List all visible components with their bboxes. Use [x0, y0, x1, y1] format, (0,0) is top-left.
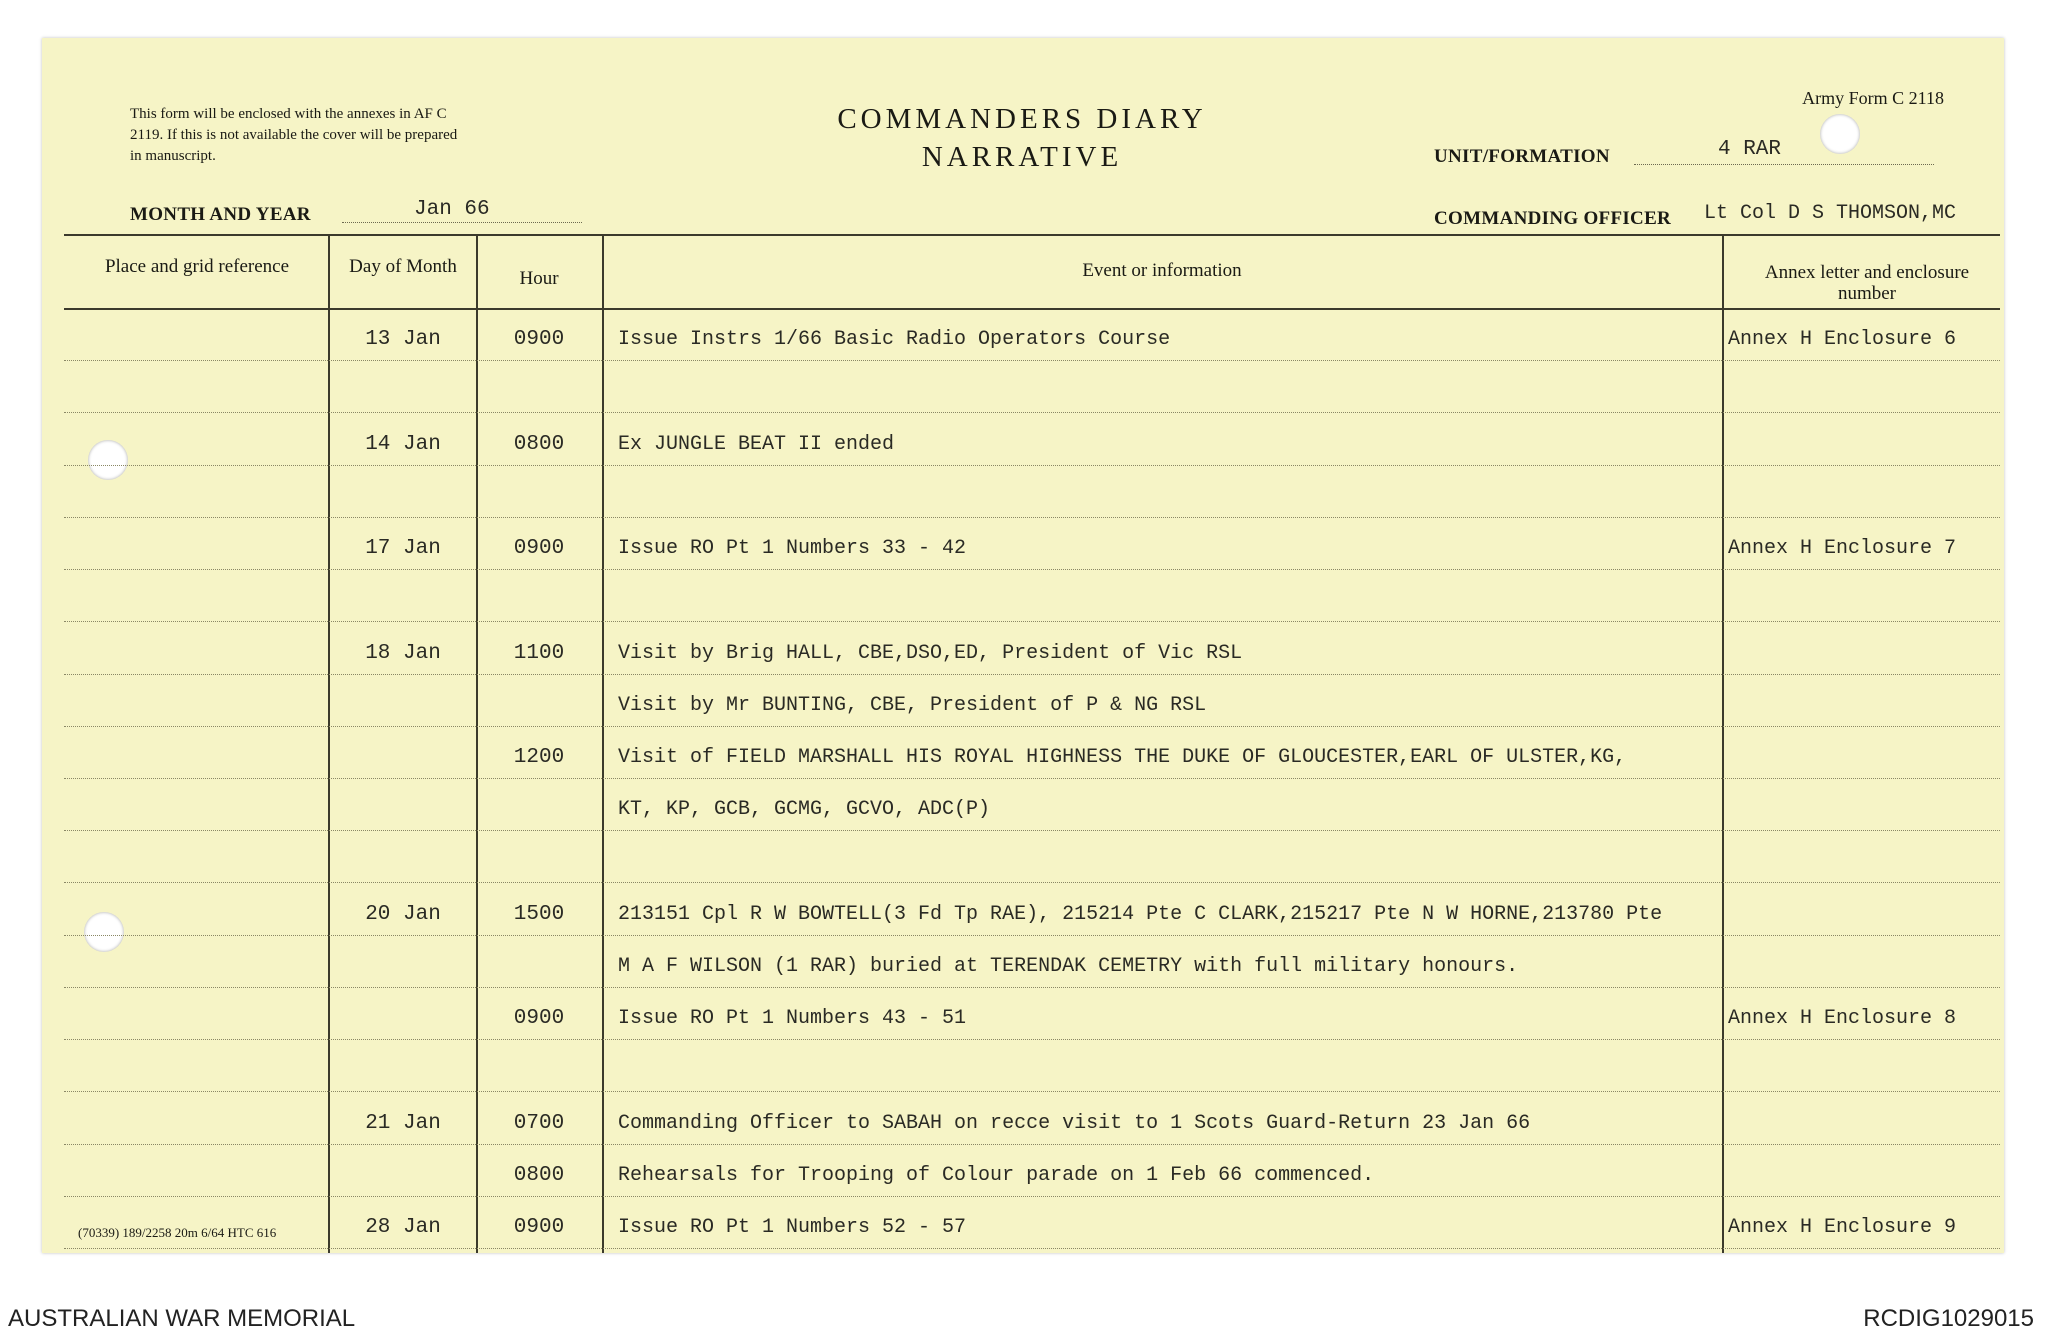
- row-ruling: [64, 1039, 2000, 1040]
- row-day: 28 Jan: [365, 1216, 441, 1239]
- row-day: 17 Jan: [365, 537, 441, 561]
- commanding-officer-label: COMMANDING OFFICER: [1434, 208, 1672, 229]
- header-hour: Hour: [519, 268, 559, 289]
- row-ruling: [64, 674, 2000, 675]
- row-event: KT, KP, GCB, GCMG, GCVO, ADC(P): [618, 798, 991, 822]
- row-ruling: [64, 517, 2000, 518]
- form-title-line1: COMMANDERS DIARY: [837, 103, 1207, 135]
- row-ruling: [64, 1248, 2000, 1249]
- header-day-of-month: Day of Month: [349, 256, 457, 277]
- row-day: 18 Jan: [365, 641, 441, 665]
- row-event: Ex JUNGLE BEAT II ended: [618, 432, 895, 456]
- row-event: Visit by Mr BUNTING, CBE, President of P & NG RSL: [618, 693, 1207, 717]
- row-hour: 0900: [513, 537, 565, 561]
- row-event: Issue RO Pt 1 Numbers 33 - 42: [618, 537, 967, 561]
- column-divider: [476, 234, 478, 1253]
- form-title-line2: NARRATIVE: [921, 141, 1123, 173]
- header-event-information: Event or information: [1082, 260, 1242, 281]
- month-year-value: Jan 66: [414, 198, 490, 221]
- row-day: 14 Jan: [365, 432, 441, 456]
- header-place-grid: Place and grid reference: [104, 256, 290, 277]
- unit-formation-value: 4 RAR: [1718, 138, 1782, 161]
- punch-hole: [1820, 114, 1860, 154]
- row-event: Issue RO Pt 1 Numbers 52 - 57: [618, 1216, 967, 1239]
- row-event: Visit by Brig HALL, CBE,DSO,ED, President of Vic RSL: [618, 641, 1243, 665]
- diary-form-sheet: [42, 38, 2004, 1253]
- table-header-rule: [64, 308, 2000, 310]
- unit-formation-label: UNIT/FORMATION: [1434, 146, 1610, 167]
- row-hour: 1500: [513, 902, 565, 926]
- punch-hole: [88, 440, 128, 480]
- month-year-label: MONTH AND YEAR: [130, 204, 311, 225]
- commanding-officer-value: Lt Col D S THOMSON,MC: [1704, 202, 1957, 225]
- row-ruling: [64, 987, 2000, 988]
- row-event: Commanding Officer to SABAH on recce visit to 1 Scots Guard-Return 23 Jan 66: [618, 1111, 1531, 1135]
- row-hour: 1200: [513, 746, 565, 769]
- row-ruling: [64, 569, 2000, 570]
- row-ruling: [64, 360, 2000, 361]
- row-ruling: [64, 621, 2000, 622]
- row-ruling: [64, 1144, 2000, 1145]
- row-annex: Annex H Enclosure 7: [1728, 537, 1957, 561]
- row-hour: 0700: [513, 1111, 565, 1135]
- row-ruling: [64, 778, 2000, 779]
- month-year-dotline: [342, 222, 582, 223]
- row-ruling: [64, 830, 2000, 831]
- row-ruling: [64, 1196, 2000, 1197]
- column-divider: [328, 234, 330, 1253]
- row-hour: 0800: [513, 432, 565, 456]
- row-day: 20 Jan: [365, 902, 441, 926]
- row-ruling: [64, 726, 2000, 727]
- row-event: Visit of FIELD MARSHALL HIS ROYAL HIGHNESS THE DUKE OF GLOUCESTER,EARL OF ULSTER,KG,: [618, 746, 1627, 769]
- army-form-number: Army Form C 2118: [1802, 88, 1944, 108]
- row-event: Issue RO Pt 1 Numbers 43 - 51: [618, 1007, 967, 1031]
- header-annex-enclosure: Annex letter and enclosure number: [1764, 262, 1970, 304]
- form-preface-note: This form will be enclosed with the annexes in AF C 2119. If this is not available the cover will be prepared in manuscript.: [130, 106, 458, 164]
- row-ruling: [64, 465, 2000, 466]
- row-annex: Annex H Enclosure 6: [1728, 328, 1957, 352]
- row-ruling: [64, 935, 2000, 936]
- row-event: M A F WILSON (1 RAR) buried at TERENDAK CEMETRY with full military honours.: [618, 954, 1519, 978]
- punch-hole: [84, 912, 124, 952]
- row-annex: Annex H Enclosure 9: [1728, 1216, 1957, 1239]
- credit-institution: AUSTRALIAN WAR MEMORIAL: [8, 1305, 356, 1332]
- row-day: 13 Jan: [365, 328, 441, 352]
- credit-record-id: RCDIG1029015: [1863, 1305, 2034, 1332]
- unit-formation-dotline: [1634, 164, 1934, 165]
- column-divider: [602, 234, 604, 1253]
- row-hour: 0900: [513, 1216, 565, 1239]
- row-hour: 1100: [513, 641, 565, 665]
- row-day: 21 Jan: [365, 1111, 441, 1135]
- row-ruling: [64, 412, 2000, 413]
- row-event: Issue Instrs 1/66 Basic Radio Operators Course: [618, 328, 1171, 352]
- row-event: Rehearsals for Trooping of Colour parade on 1 Feb 66 commenced.: [618, 1163, 1375, 1187]
- column-divider: [1722, 234, 1724, 1253]
- print-code: (70339) 189/2258 20m 6/64 HTC 616: [78, 1225, 277, 1240]
- row-ruling: [64, 882, 2000, 883]
- row-hour: 0900: [513, 328, 565, 352]
- form-title: [742, 100, 1302, 176]
- row-hour: 0800: [513, 1163, 565, 1187]
- table-top-rule: [64, 234, 2000, 236]
- row-annex: Annex H Enclosure 8: [1728, 1007, 1957, 1031]
- row-ruling: [64, 1091, 2000, 1092]
- row-event: 213151 Cpl R W BOWTELL(3 Fd Tp RAE), 215214 Pte C CLARK,215217 Pte N W HORNE,213780 Pte: [618, 902, 1663, 926]
- row-hour: 0900: [513, 1007, 565, 1031]
